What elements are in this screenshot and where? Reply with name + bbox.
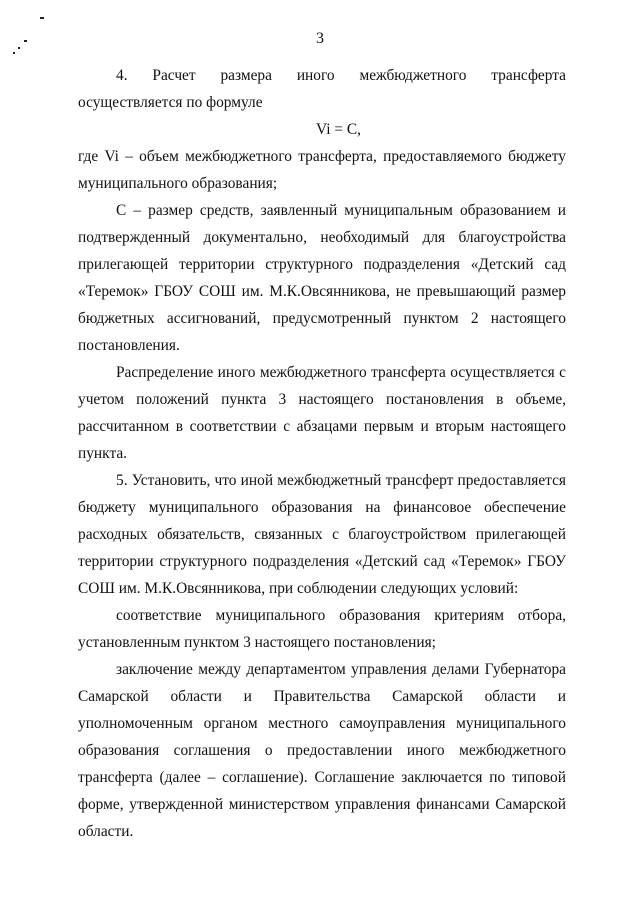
paragraph-item-5: 5. Установить, что иной межбюджетный трансферт предоставляется бюджету муниципального образования на финансовое обеспечение расходных обязательств, связанных с благоустройством прилегающей территории структурного подразделения «Детский сад «Теремок» ГБОУ СОШ им. М.К.Овсянникова, при соблюдении следующих условий: [78,472,566,597]
paragraph-condition-agreement: заключение между департаментом управления делами Губернатора Самарской области и Правительства Самарской области и уполномоченным органом местного самоуправления муниципального образования соглашения о предоставлении иного межбюджетного трансферта (далее – соглашение). Соглашение заключается по типовой форме, утвержденной министерством управления финансами Самарской области. [78,661,566,840]
paragraph-c-definition: С – размер средств, заявленный муниципальным образованием и подтвержденный документально, необходимый для благоустройства прилегающей территории структурного подразделения «Детский сад «Теремок» ГБОУ СОШ им. М.К.Овсянникова, не превышающий размер бюджетных ассигнований, предусмотренный пунктом 2 настоящего постановления. [78,202,566,354]
page-number: 3 [316,30,324,47]
paragraph-condition-criteria: соответствие муниципального образования критериям отбора, установленным пунктом 3 настоящего постановления; [78,607,566,651]
paragraph-item-4: 4. Расчет размера иного межбюджетного трансферта осуществляется по формуле [78,67,566,111]
scan-artifact [13,52,15,54]
document-body [78,62,566,845]
scan-artifact [40,17,44,19]
paragraph-distribution: Распределение иного межбюджетного трансферта осуществляется с учетом положений пункта 3 настоящего постановления в объеме, рассчитанном в соответствии с абзацами первым и вторым настоящего пункта. [78,364,566,462]
formula: Vi = C, [316,121,361,138]
paragraph-vi-definition: где Vi – объем межбюджетного трансферта, предоставляемого бюджету муниципального образования; [78,148,566,192]
